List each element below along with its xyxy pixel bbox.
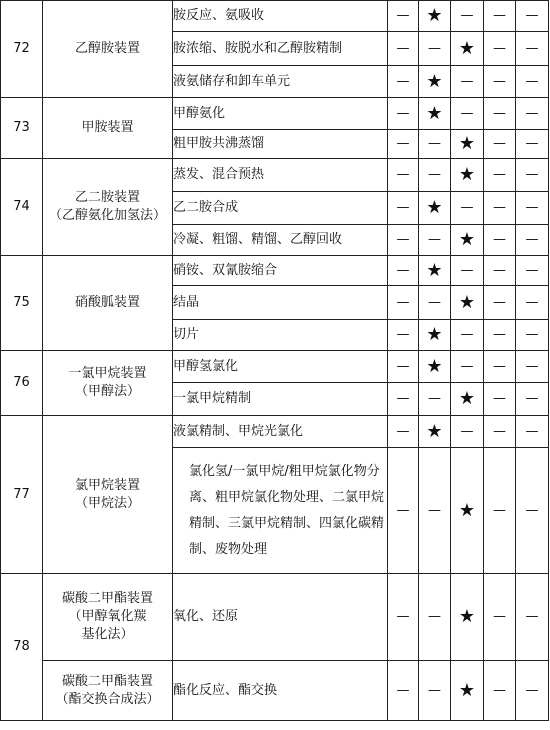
process-step: 结晶 bbox=[173, 286, 388, 320]
item-number: 78 bbox=[1, 574, 43, 721]
dash-mark: — bbox=[516, 130, 549, 159]
dash-mark: — bbox=[484, 130, 516, 159]
star-icon: ★ bbox=[451, 225, 484, 256]
process-step: 硝铵、双氰胺缩合 bbox=[173, 256, 388, 286]
device-name: 碳酸二甲酯装置 （甲醇氧化羰 基化法） bbox=[43, 574, 173, 661]
dash-mark: — bbox=[484, 32, 516, 66]
dash-mark: — bbox=[388, 661, 419, 721]
table-row bbox=[1, 1, 549, 32]
dash-mark: — bbox=[516, 448, 549, 574]
dash-mark: — bbox=[419, 286, 451, 320]
dash-mark: — bbox=[516, 351, 549, 383]
dash-mark: — bbox=[451, 256, 484, 286]
dash-mark: — bbox=[484, 351, 516, 383]
star-icon: ★ bbox=[419, 416, 451, 448]
table-row bbox=[1, 98, 549, 130]
dash-mark: — bbox=[388, 98, 419, 130]
star-icon: ★ bbox=[451, 661, 484, 721]
dash-mark: — bbox=[484, 448, 516, 574]
dash-mark: — bbox=[388, 225, 419, 256]
process-step: 乙二胺合成 bbox=[173, 192, 388, 225]
dash-mark: — bbox=[484, 256, 516, 286]
process-step: 氧化、还原 bbox=[173, 574, 388, 661]
device-name: 氯甲烷装置 （甲烷法） bbox=[43, 416, 173, 574]
process-step: 粗甲胺共沸蒸馏 bbox=[173, 130, 388, 159]
process-step: 胺浓缩、胺脱水和乙醇胺精制 bbox=[173, 32, 388, 66]
device-name: 一氯甲烷装置 （甲醇法） bbox=[43, 351, 173, 416]
dash-mark: — bbox=[484, 192, 516, 225]
star-icon: ★ bbox=[419, 66, 451, 98]
dash-mark: — bbox=[419, 159, 451, 192]
process-step: 一氯甲烷精制 bbox=[173, 383, 388, 416]
dash-mark: — bbox=[451, 192, 484, 225]
table-row bbox=[1, 416, 549, 448]
process-step: 冷凝、粗馏、精馏、乙醇回收 bbox=[173, 225, 388, 256]
dash-mark: — bbox=[388, 159, 419, 192]
process-step: 蒸发、混合预热 bbox=[173, 159, 388, 192]
device-name: 乙醇胺装置 bbox=[43, 1, 173, 98]
dash-mark: — bbox=[516, 661, 549, 721]
dash-mark: — bbox=[484, 574, 516, 661]
dash-mark: — bbox=[419, 130, 451, 159]
star-icon: ★ bbox=[451, 383, 484, 416]
dash-mark: — bbox=[484, 661, 516, 721]
star-icon: ★ bbox=[451, 286, 484, 320]
process-step: 氯化氢/一氯甲烷/粗甲烷氯化物分离、粗甲烷氯化物处理、二氯甲烷精制、三氯甲烷精制、四氯化碳精制、废物处理 bbox=[173, 448, 388, 574]
dash-mark: — bbox=[516, 159, 549, 192]
dash-mark: — bbox=[484, 286, 516, 320]
dash-mark: — bbox=[516, 192, 549, 225]
device-name: 甲胺装置 bbox=[43, 98, 173, 159]
star-icon: ★ bbox=[451, 159, 484, 192]
device-name: 碳酸二甲酯装置 （酯交换合成法） bbox=[43, 661, 173, 721]
dash-mark: — bbox=[516, 383, 549, 416]
item-number: 75 bbox=[1, 256, 43, 351]
table-row bbox=[1, 661, 549, 721]
star-icon: ★ bbox=[419, 98, 451, 130]
dash-mark: — bbox=[419, 225, 451, 256]
dash-mark: — bbox=[484, 416, 516, 448]
star-icon: ★ bbox=[419, 256, 451, 286]
dash-mark: — bbox=[516, 98, 549, 130]
dash-mark: — bbox=[451, 416, 484, 448]
dash-mark: — bbox=[388, 351, 419, 383]
dash-mark: — bbox=[388, 32, 419, 66]
dash-mark: — bbox=[388, 1, 419, 32]
dash-mark: — bbox=[451, 1, 484, 32]
table-row bbox=[1, 256, 549, 286]
process-step: 切片 bbox=[173, 320, 388, 351]
dash-mark: — bbox=[419, 32, 451, 66]
dash-mark: — bbox=[516, 66, 549, 98]
dash-mark: — bbox=[484, 383, 516, 416]
process-step: 液氨储存和卸车单元 bbox=[173, 66, 388, 98]
dash-mark: — bbox=[419, 383, 451, 416]
dash-mark: — bbox=[516, 320, 549, 351]
item-number: 76 bbox=[1, 351, 43, 416]
dash-mark: — bbox=[484, 66, 516, 98]
process-step: 甲醇氨化 bbox=[173, 98, 388, 130]
process-step: 胺反应、氨吸收 bbox=[173, 1, 388, 32]
dash-mark: — bbox=[516, 32, 549, 66]
dash-mark: — bbox=[484, 98, 516, 130]
item-number: 74 bbox=[1, 159, 43, 256]
item-number: 73 bbox=[1, 98, 43, 159]
dash-mark: — bbox=[388, 66, 419, 98]
dash-mark: — bbox=[419, 448, 451, 574]
dash-mark: — bbox=[484, 320, 516, 351]
dash-mark: — bbox=[388, 383, 419, 416]
dash-mark: — bbox=[516, 574, 549, 661]
dash-mark: — bbox=[451, 320, 484, 351]
dash-mark: — bbox=[388, 320, 419, 351]
dash-mark: — bbox=[516, 1, 549, 32]
dash-mark: — bbox=[419, 661, 451, 721]
dash-mark: — bbox=[388, 192, 419, 225]
star-icon: ★ bbox=[419, 1, 451, 32]
dash-mark: — bbox=[419, 574, 451, 661]
dash-mark: — bbox=[451, 66, 484, 98]
star-icon: ★ bbox=[451, 448, 484, 574]
table-row bbox=[1, 574, 549, 661]
process-step: 酯化反应、酯交换 bbox=[173, 661, 388, 721]
dash-mark: — bbox=[451, 98, 484, 130]
star-icon: ★ bbox=[419, 192, 451, 225]
table-row bbox=[1, 159, 549, 192]
star-icon: ★ bbox=[451, 574, 484, 661]
dash-mark: — bbox=[516, 286, 549, 320]
item-number: 77 bbox=[1, 416, 43, 574]
dash-mark: — bbox=[516, 416, 549, 448]
device-name: 硝酸胍装置 bbox=[43, 256, 173, 351]
star-icon: ★ bbox=[451, 32, 484, 66]
dash-mark: — bbox=[388, 574, 419, 661]
dash-mark: — bbox=[451, 351, 484, 383]
device-name: 乙二胺装置 （乙醇氨化加氢法） bbox=[43, 159, 173, 256]
dash-mark: — bbox=[388, 286, 419, 320]
dash-mark: — bbox=[484, 1, 516, 32]
dash-mark: — bbox=[484, 225, 516, 256]
table-row bbox=[1, 351, 549, 383]
star-icon: ★ bbox=[451, 130, 484, 159]
dash-mark: — bbox=[388, 448, 419, 574]
dash-mark: — bbox=[388, 416, 419, 448]
process-step: 甲醇氢氯化 bbox=[173, 351, 388, 383]
dash-mark: — bbox=[516, 256, 549, 286]
star-icon: ★ bbox=[419, 351, 451, 383]
dash-mark: — bbox=[388, 130, 419, 159]
dash-mark: — bbox=[516, 225, 549, 256]
dash-mark: — bbox=[388, 256, 419, 286]
process-step: 液氯精制、甲烷光氯化 bbox=[173, 416, 388, 448]
dash-mark: — bbox=[484, 159, 516, 192]
star-icon: ★ bbox=[419, 320, 451, 351]
item-number: 72 bbox=[1, 1, 43, 98]
